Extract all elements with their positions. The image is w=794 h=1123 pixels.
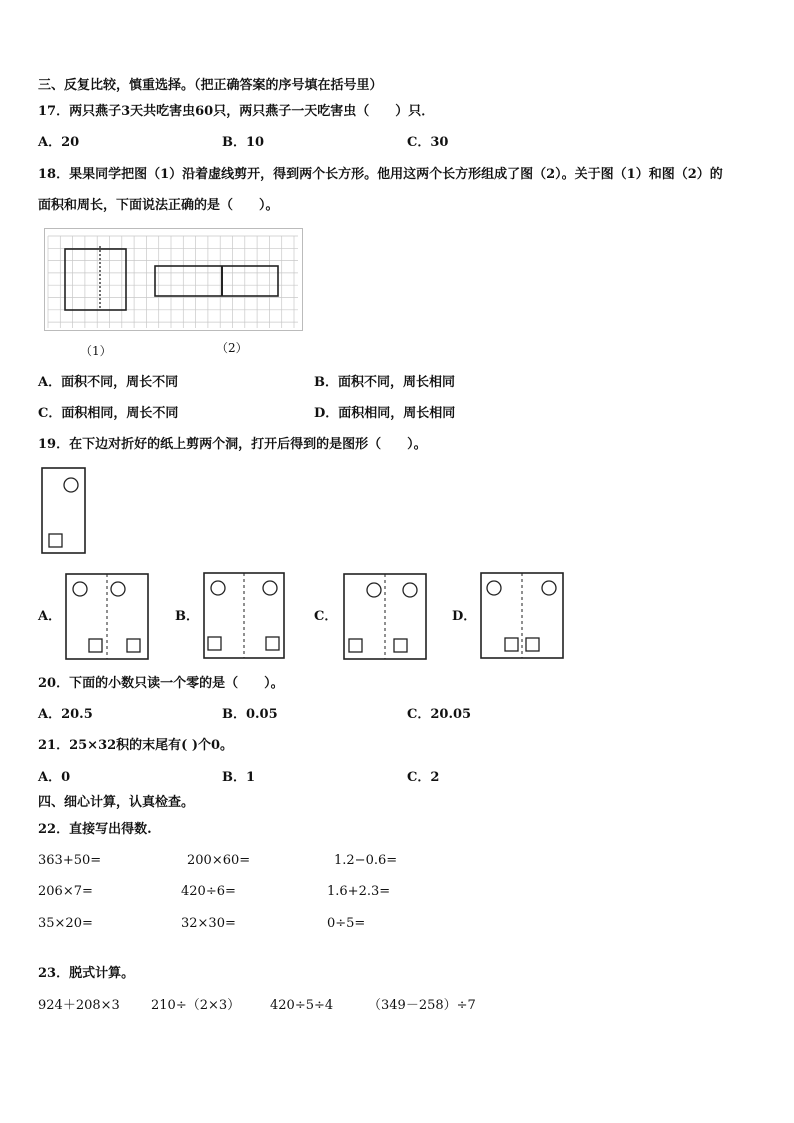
q19-option-d-letter: D． xyxy=(452,609,477,624)
q21-option-b: B．1 xyxy=(222,770,256,785)
q18-option-c: C．面积相同，周长不同 xyxy=(38,406,179,421)
q20-option-a: A．20.5 xyxy=(38,707,93,722)
q21-option-a: A．0 xyxy=(38,770,71,785)
question-18-stem-line1: 18．果果同学把图（1）沿着虚线剪开，得到两个长方形。他用这两个长方形组成了图（2）。关于图（1）和图（2）的 xyxy=(38,167,723,182)
q22-item-7: 35×20= xyxy=(38,916,93,931)
q17-option-c: C．30 xyxy=(407,135,449,150)
q20-option-b: B．0.05 xyxy=(222,707,278,722)
q19-option-a-letter: A． xyxy=(38,609,62,624)
question-20-stem: 20．下面的小数只读一个零的是（ ）。 xyxy=(38,676,284,691)
q22-item-1: 363+50= xyxy=(38,853,102,868)
q22-item-9: 0÷5= xyxy=(327,916,366,931)
question-18-stem-line2: 面积和周长，下面说法正确的是（ ）。 xyxy=(38,198,279,213)
q20-option-c: C．20.05 xyxy=(407,707,472,722)
q19-option-c-letter: C． xyxy=(314,609,338,624)
folded-paper-figure xyxy=(40,466,88,556)
paper-square-hole xyxy=(49,534,62,547)
paper-circle-hole xyxy=(64,478,78,492)
q18-option-a: A．面积不同，周长不同 xyxy=(38,375,179,390)
q23-item-4: （349－258）÷7 xyxy=(368,998,476,1013)
question-23-stem: 23．脱式计算。 xyxy=(38,966,135,981)
q18-option-b: B．面积不同，周长相同 xyxy=(314,375,455,390)
figure-2-rectangle xyxy=(155,266,278,296)
figure-1-rectangle xyxy=(65,249,126,310)
q22-item-5: 420÷6= xyxy=(181,884,236,899)
q21-option-c: C．2 xyxy=(407,770,440,785)
q22-item-8: 32×30= xyxy=(181,916,236,931)
q19-option-d-figure xyxy=(479,571,567,661)
question-21-stem: 21．25×32积的末尾有( )个0。 xyxy=(38,738,234,753)
q17-option-a: A．20 xyxy=(38,135,80,150)
q23-item-3: 420÷5÷4 xyxy=(270,998,334,1013)
q18-grid-figure xyxy=(44,228,304,332)
q22-item-3: 1.2−0.6= xyxy=(334,853,398,868)
q19-option-b-letter: B． xyxy=(175,609,199,624)
q19-option-a-figure xyxy=(64,572,152,662)
figure-1-label: （1） xyxy=(80,344,112,358)
question-22-stem: 22．直接写出得数. xyxy=(38,822,152,837)
q23-item-2: 210÷（2×3） xyxy=(151,998,241,1013)
q17-option-b: B．10 xyxy=(222,135,265,150)
q19-option-b-figure xyxy=(202,571,288,661)
q18-option-d: D．面积相同，周长相同 xyxy=(314,406,456,421)
q22-item-6: 1.6+2.3= xyxy=(327,884,391,899)
q19-option-c-figure xyxy=(342,572,430,662)
q22-item-4: 206×7= xyxy=(38,884,93,899)
q23-item-1: 924＋208×3 xyxy=(38,998,120,1013)
section-3-heading: 三、反复比较，慎重选择。（把正确答案的序号填在括号里） xyxy=(38,78,383,93)
q22-item-2: 200×60= xyxy=(187,853,251,868)
question-17-stem: 17．两只燕子3天共吃害虫60只，两只燕子一天吃害虫（ ）只． xyxy=(38,104,435,119)
section-4-heading: 四、细心计算，认真检查。 xyxy=(38,795,195,810)
question-19-stem: 19．在下边对折好的纸上剪两个洞，打开后得到的是图形（ ）。 xyxy=(38,437,427,452)
figure-2-label: （2） xyxy=(216,341,248,355)
